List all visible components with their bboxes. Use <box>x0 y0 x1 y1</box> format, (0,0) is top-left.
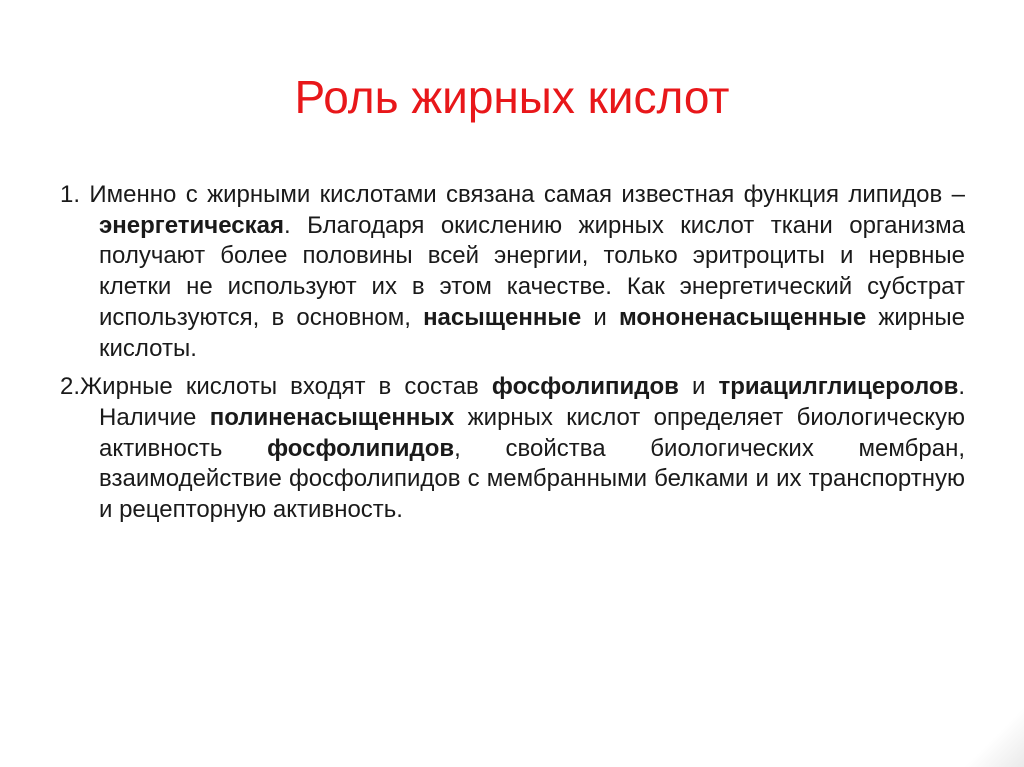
text-segment: жирные кислоты. <box>99 303 966 362</box>
bold-term: фосфолипидов <box>491 373 679 401</box>
paragraph-number: 1. <box>60 181 81 208</box>
text-segment: Жирные кислоты входят в состав <box>80 373 492 401</box>
text-segment: , свойства биологических мембран, взаимодействие фосфолипидов с мембранными белками и их транспортную и рецепторную активность. <box>99 434 965 524</box>
text-segment: . Наличие <box>99 373 965 431</box>
paragraph-2 <box>60 372 965 526</box>
bold-term: энергетическая <box>99 211 284 239</box>
paragraph-number: 2. <box>60 373 81 401</box>
paragraph-1 <box>60 180 965 364</box>
text-segment: и <box>581 303 619 331</box>
text-segment: . Благодаря окислению жирных кислот ткани организма получают более половины всей энергии, только эритроциты и нервные клетки не используют их в этом качестве. Как энергетический субстрат используются, в основном, <box>99 211 965 331</box>
text-segment: и <box>678 373 719 401</box>
bold-term: фосфолипидов <box>267 434 455 462</box>
text-segment: жирных кислот определяет биологическую активность <box>99 403 965 462</box>
slide-body <box>60 180 965 534</box>
slide-title: Роль жирных кислот <box>294 71 730 123</box>
text-segment: Именно с жирными кислотами связана самая известная функция липидов – <box>80 181 965 208</box>
bold-term: полиненасыщенных <box>209 403 455 431</box>
bold-term: триацилглицеролов <box>718 373 959 401</box>
bold-term: мононенасыщенные <box>618 303 867 331</box>
bold-term: насыщенные <box>423 303 582 331</box>
page-curl-shadow <box>964 707 1024 767</box>
